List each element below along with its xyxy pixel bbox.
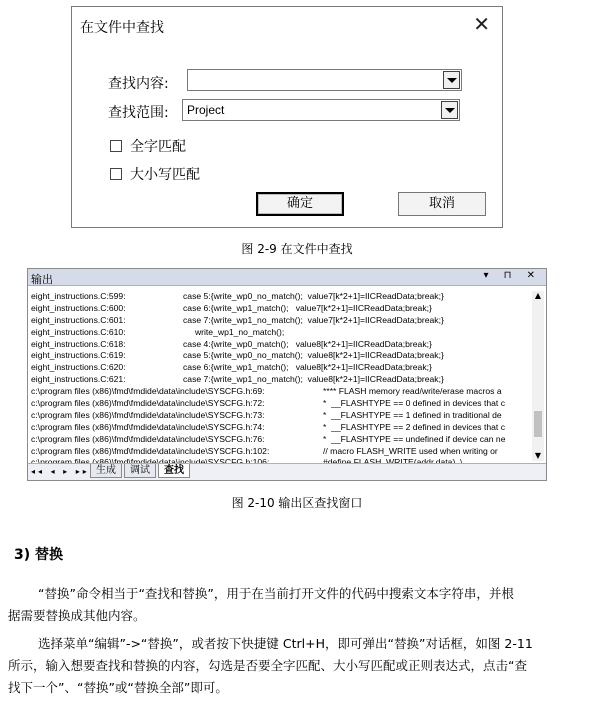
tab-build[interactable]: 生成 bbox=[90, 464, 122, 478]
find-in-files-dialog bbox=[71, 6, 503, 228]
output-line[interactable] bbox=[31, 303, 531, 315]
paragraph-2 bbox=[8, 633, 568, 699]
output-line-code: case 7:{write_wp1_no_match(); value8[k*2+1]=IICReadData;break;} bbox=[183, 374, 444, 385]
output-line[interactable] bbox=[31, 410, 531, 422]
output-line-location: c:\program files (x86)\fmd\fmdide\data\include\SYSCFG.h:74: bbox=[31, 421, 265, 432]
find-what-combobox[interactable] bbox=[187, 69, 462, 91]
output-line-code: * __FLASHTYPE == 2 defined in devices that c bbox=[323, 421, 506, 432]
output-line[interactable] bbox=[31, 446, 531, 458]
match-whole-word-checkbox[interactable] bbox=[110, 140, 122, 152]
output-lines bbox=[31, 291, 531, 459]
output-line-code: * __FLASHTYPE == 0 defined in devices that c bbox=[323, 398, 506, 409]
output-line-location: eight_instructions.C:621: bbox=[31, 374, 126, 385]
tab-debug[interactable]: 调试 bbox=[124, 464, 156, 478]
output-line[interactable] bbox=[31, 327, 531, 339]
output-line-location: eight_instructions.C:618: bbox=[31, 338, 126, 349]
vertical-scrollbar[interactable] bbox=[532, 291, 544, 461]
look-in-label: 查找范围: bbox=[108, 105, 169, 121]
paragraph-1 bbox=[8, 583, 568, 627]
output-line-code: case 7:{write_wp1_no_match(); value7[k*2+1]=IICReadData;break;} bbox=[183, 314, 444, 325]
output-title: 输出 bbox=[31, 273, 53, 286]
output-line[interactable] bbox=[31, 339, 531, 351]
output-line-location: eight_instructions.C:599: bbox=[31, 291, 126, 301]
window-controls-icon[interactable]: ▾ ⊓ ✕ bbox=[483, 270, 541, 281]
chevron-down-icon[interactable] bbox=[443, 71, 460, 89]
output-line[interactable] bbox=[31, 434, 531, 446]
output-line-code: case 5:{write_wp0_no_match(); value8[k*2+1]=IICReadData;break;} bbox=[183, 350, 444, 361]
output-line-location: eight_instructions.C:600: bbox=[31, 302, 126, 313]
output-line[interactable] bbox=[31, 422, 531, 434]
output-line-code: **** FLASH memory read/write/erase macros a bbox=[323, 386, 502, 397]
output-window bbox=[27, 268, 547, 481]
output-line[interactable] bbox=[31, 374, 531, 386]
output-line[interactable] bbox=[31, 362, 531, 374]
figure-caption-2-10: 图 2-10 输出区查找窗口 bbox=[231, 496, 363, 510]
match-whole-word-label: 全字匹配 bbox=[130, 139, 186, 155]
dialog-title: 在文件中查找 bbox=[80, 20, 164, 36]
dialog-titlebar bbox=[72, 7, 502, 43]
output-line-location: c:\program files (x86)\fmd\fmdide\data\include\SYSCFG.h:72: bbox=[31, 398, 265, 409]
output-line-code: case 6:{write_wp1_match(); value7[k*2+1]=IICReadData;break;} bbox=[183, 302, 432, 313]
figure-caption-2-9: 图 2-9 在文件中查找 bbox=[241, 242, 353, 256]
look-in-combobox[interactable] bbox=[182, 99, 460, 121]
output-line-code: // macro FLASH_WRITE used when writing or bbox=[323, 445, 498, 456]
tab-find[interactable]: 查找 bbox=[158, 464, 190, 478]
find-what-label: 查找内容: bbox=[108, 76, 169, 92]
match-case-label: 大小写匹配 bbox=[130, 167, 200, 183]
scroll-thumb[interactable] bbox=[534, 411, 542, 437]
output-line-code: * __FLASHTYPE == undefined if device can ne bbox=[323, 433, 506, 444]
paragraph-2-line: 找下一个”、“替换”或“替换全部”即可。 bbox=[8, 680, 228, 695]
output-line-location: eight_instructions.C:620: bbox=[31, 362, 126, 373]
output-line-location: eight_instructions.C:610: bbox=[31, 326, 126, 337]
paragraph-1-line: “替换”命令相当于“查找和替换”，用于在当前打开文件的代码中搜索文本字符串，并根 bbox=[38, 586, 514, 601]
look-in-value[interactable]: Project bbox=[187, 103, 225, 117]
output-tab-bar bbox=[28, 463, 546, 480]
output-line-location: c:\program files (x86)\fmd\fmdide\data\include\SYSCFG.h:102: bbox=[31, 445, 270, 456]
output-line-location: c:\program files (x86)\fmd\fmdide\data\include\SYSCFG.h:69: bbox=[31, 386, 265, 397]
output-line-location: c:\program files (x86)\fmd\fmdide\data\include\SYSCFG.h:76: bbox=[31, 433, 265, 444]
cancel-button[interactable]: 取消 bbox=[398, 192, 486, 216]
paragraph-1-line: 据需要替换成其他内容。 bbox=[8, 608, 146, 623]
output-line[interactable] bbox=[31, 291, 531, 303]
output-line[interactable] bbox=[31, 350, 531, 362]
paragraph-2-line: 选择菜单“编辑”->“替换”，或者按下快捷键 Ctrl+H，即可弹出“替换”对话框，如图 2-11 bbox=[38, 636, 533, 651]
output-line-code: case 5:{write_wp0_no_match(); value7[k*2+1]=IICReadData;break;} bbox=[183, 291, 444, 301]
match-case-checkbox[interactable] bbox=[110, 168, 122, 180]
output-line-code: case 4:{write_wp0_match(); value8[k*2+1]=IICReadData;break;} bbox=[183, 338, 432, 349]
output-header bbox=[28, 269, 546, 286]
output-line-location: c:\program files (x86)\fmd\fmdide\data\include\SYSCFG.h:73: bbox=[31, 409, 265, 420]
output-line[interactable] bbox=[31, 315, 531, 327]
output-line-code: case 6:{write_wp1_match(); value8[k*2+1]=IICReadData;break;} bbox=[183, 362, 432, 373]
scroll-up-icon[interactable]: ▲ bbox=[534, 291, 542, 300]
output-line-code: * __FLASHTYPE == 1 defined in traditional de bbox=[323, 409, 502, 420]
output-line[interactable] bbox=[31, 398, 531, 410]
output-line-code: write_wp1_no_match(); bbox=[183, 326, 285, 337]
paragraph-2-line: 所示，输入想要查找和替换的内容，勾选是否要全字匹配、大小写匹配或正则表达式，点击“查 bbox=[8, 658, 527, 673]
output-line[interactable] bbox=[31, 386, 531, 398]
tab-nav-icons[interactable]: ◂◂ ◂ ▸ ▸▸ bbox=[31, 467, 90, 476]
section-heading: 3) 替换 bbox=[14, 547, 64, 563]
scroll-down-icon[interactable]: ▼ bbox=[534, 451, 542, 460]
ok-button[interactable]: 确定 bbox=[256, 192, 344, 216]
output-line-location: eight_instructions.C:619: bbox=[31, 350, 126, 361]
chevron-down-icon[interactable] bbox=[441, 101, 458, 119]
output-line-location: eight_instructions.C:601: bbox=[31, 314, 126, 325]
close-icon[interactable]: ✕ bbox=[473, 12, 490, 36]
